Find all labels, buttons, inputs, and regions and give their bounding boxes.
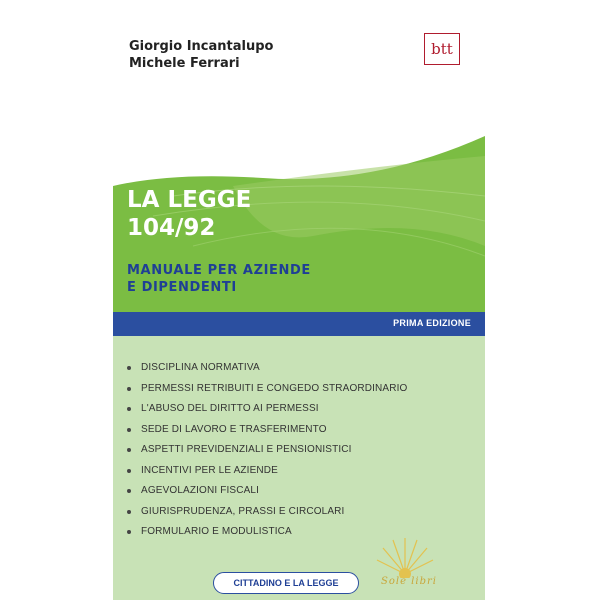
book-title [127,186,251,242]
publisher-logo [424,33,460,65]
topic-item: FORMULARIO E MODULISTICA [125,522,407,543]
author-name: Michele Ferrari [129,56,240,71]
edition-band [113,312,485,336]
subtitle-line: E DIPENDENTI [127,280,237,295]
topics-list [125,358,407,543]
authors [129,38,273,72]
book-subtitle [127,262,311,296]
book-cover [113,0,485,600]
title-line: LA LEGGE [127,187,252,213]
title-line: 104/92 [127,215,216,241]
topic-item: GIURISPRUDENZA, PRASSI E CIRCOLARI [125,502,407,523]
author-name: Giorgio Incantalupo [129,39,274,54]
topics-panel [113,336,485,600]
edition-label: PRIMA EDIZIONE [393,318,471,328]
topic-item: ASPETTI PREVIDENZIALI E PENSIONISTICI [125,440,407,461]
topic-item: L'ABUSO DEL DIRITTO AI PERMESSI [125,399,407,420]
topic-item: AGEVOLAZIONI FISCALI [125,481,407,502]
topic-item: PERMESSI RETRIBUITI E CONGEDO STRAORDINARIO [125,379,407,400]
topic-item: DISCIPLINA NORMATIVA [125,358,407,379]
logo-text: btt [431,40,453,58]
publisher-name: Sole libri [381,576,437,587]
series-label: CITTADINO E LA LEGGE [213,572,359,594]
subtitle-line: MANUALE PER AZIENDE [127,263,311,278]
topic-item: SEDE DI LAVORO E TRASFERIMENTO [125,420,407,441]
topic-item: INCENTIVI PER LE AZIENDE [125,461,407,482]
